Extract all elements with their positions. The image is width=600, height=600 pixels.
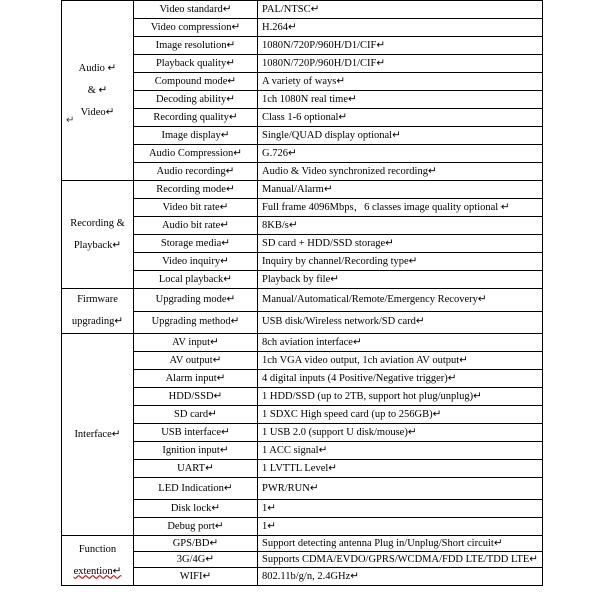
table-row [62,271,543,289]
spec-item-value: A variety of ways↵ [258,73,543,91]
spec-item-value: Class 1-6 optional↵ [258,109,543,127]
spec-item-value: Supports CDMA/EVDO/GPRS/WCDMA/FDD LTE/TDD LTE↵ [258,552,543,568]
spec-item-label: Audio Compression↵ [134,145,258,163]
section-category [62,536,134,586]
spec-item-label: Upgrading method↵ [134,311,258,334]
spec-item-label: Playback quality↵ [134,55,258,73]
spec-item-label: Compound mode↵ [134,73,258,91]
table-row [62,478,543,500]
section-category-line: Interface↵ [74,428,121,440]
section-category-line: Playback↵ [73,239,122,251]
spec-item-label: 3G/4G↵ [134,552,258,568]
spec-item-value: 8KB/s↵ [258,217,543,235]
spec-item-label: LED Indication↵ [134,478,258,500]
spec-item-label: Local playback↵ [134,271,258,289]
spec-item-label: Storage media↵ [134,235,258,253]
spec-item-value: 1080N/720P/960H/D1/CIF↵ [258,37,543,55]
table-row [62,289,543,312]
table-row [62,109,543,127]
spec-item-value: Full frame 4096Mbps，6 classes image quality optional ↵ [258,199,543,217]
spec-item-value: 1↵ [258,518,543,536]
spec-item-value: USB disk/Wireless network/SD card↵ [258,311,543,334]
section-category [62,1,134,181]
spec-item-label: Video bit rate↵ [134,199,258,217]
table-row [62,217,543,235]
section-category-line: & ↵ [87,84,108,96]
spec-item-value: 1080N/720P/960H/D1/CIF↵ [258,55,543,73]
table-row [62,500,543,518]
spec-item-label: UART↵ [134,460,258,478]
spec-item-value: 802.11b/g/n, 2.4GHz↵ [258,568,543,586]
table-row [62,145,543,163]
table-row [62,37,543,55]
spec-item-value: SD card + HDD/SSD storage↵ [258,235,543,253]
table-row [62,1,543,19]
spec-item-value: G.726↵ [258,145,543,163]
spec-item-value: Inquiry by channel/Recording type↵ [258,253,543,271]
spec-item-value: 1ch 1080N real time↵ [258,91,543,109]
section-category-line: Recording & [70,217,125,229]
spec-item-label: Image display↵ [134,127,258,145]
spec-item-label: AV input↵ [134,334,258,352]
table-row [62,334,543,352]
specification-table [61,0,543,586]
spec-item-label: Ignition input↵ [134,442,258,460]
table-row [62,73,543,91]
table-row [62,19,543,37]
table-row [62,181,543,199]
table-row [62,55,543,73]
table-row [62,568,543,586]
section-category-line: upgrading↵ [71,316,124,327]
spec-item-label: Recording mode↵ [134,181,258,199]
spec-item-value: 4 digital inputs (4 Positive/Negative trigger)↵ [258,370,543,388]
spec-item-value: Single/QUAD display optional↵ [258,127,543,145]
table-row [62,352,543,370]
spec-item-label: AV output↵ [134,352,258,370]
section-category-line: Firmware [77,294,118,305]
table-row [62,406,543,424]
section-category-line: Video↵ [80,106,115,118]
table-row [62,370,543,388]
table-row [62,91,543,109]
table-row [62,388,543,406]
spec-item-value: 8ch aviation interface↵ [258,334,543,352]
spec-item-value: 1 LVTTL Level↵ [258,460,543,478]
table-row [62,442,543,460]
table-row [62,424,543,442]
spec-item-label: USB interface↵ [134,424,258,442]
spec-item-label: Video standard↵ [134,1,258,19]
table-row [62,253,543,271]
section-category [62,289,134,334]
spec-item-label: Alarm input↵ [134,370,258,388]
spec-item-value: 1 USB 2.0 (support U disk/mouse)↵ [258,424,543,442]
spec-item-value: Manual/Automatical/Remote/Emergency Recovery↵ [258,289,543,312]
spec-item-label: Audio bit rate↵ [134,217,258,235]
spec-item-label: Debug port↵ [134,518,258,536]
section-category-line: Function [78,543,117,555]
table-row [62,127,543,145]
table-row [62,460,543,478]
table-row [62,311,543,334]
spec-item-value: Manual/Alarm↵ [258,181,543,199]
spec-item-value: 1ch VGA video output, 1ch aviation AV output↵ [258,352,543,370]
table-row [62,518,543,536]
spec-item-label: GPS/BD↵ [134,536,258,552]
spec-item-label: Video inquiry↵ [134,253,258,271]
stray-paragraph-mark: ↵ [66,115,75,126]
section-category [62,334,134,536]
table-row [62,199,543,217]
spec-item-value: Support detecting antenna Plug in/Unplug/Short circuit↵ [258,536,543,552]
spec-item-label: Disk lock↵ [134,500,258,518]
spec-item-label: Recording quality↵ [134,109,258,127]
spec-item-label: SD card↵ [134,406,258,424]
spec-item-label: Decoding ability↵ [134,91,258,109]
section-category [62,181,134,289]
spec-item-label: Video compression↵ [134,19,258,37]
section-category-line: Audio ↵ [78,62,117,74]
spec-item-label: Image resolution↵ [134,37,258,55]
spec-item-label: Upgrading mode↵ [134,289,258,312]
spec-item-value: PWR/RUN↵ [258,478,543,500]
spec-item-value: 1 ACC signal↵ [258,442,543,460]
specification-table-body [62,1,543,586]
spec-item-value: Audio & Video synchronized recording↵ [258,163,543,181]
table-row [62,552,543,568]
section-category-line: extention↵ [73,565,122,577]
spec-item-value: Playback by file↵ [258,271,543,289]
spec-item-value: 1 HDD/SSD (up to 2TB, support hot plug/unplug)↵ [258,388,543,406]
spec-item-value: PAL/NTSC↵ [258,1,543,19]
spec-item-value: 1 SDXC High speed card (up to 256GB)↵ [258,406,543,424]
spec-item-label: HDD/SSD↵ [134,388,258,406]
table-row [62,235,543,253]
table-row [62,536,543,552]
spec-item-value: H.264↵ [258,19,543,37]
table-row [62,163,543,181]
spec-item-value: 1↵ [258,500,543,518]
spec-item-label: Audio recording↵ [134,163,258,181]
spec-item-label: WIFI↵ [134,568,258,586]
